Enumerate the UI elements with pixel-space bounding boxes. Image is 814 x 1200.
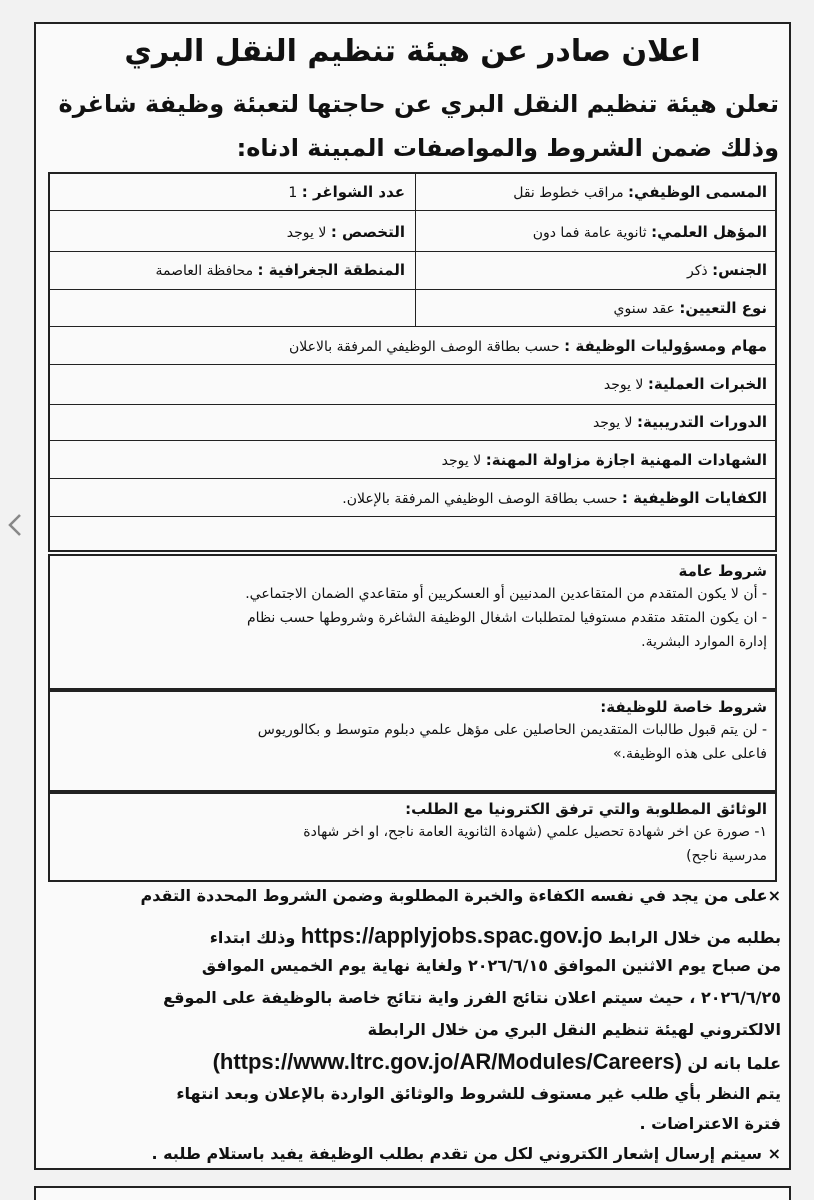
experience-row: الخبرات العملية: لا يوجد: [603, 375, 767, 393]
specialization-cell: التخصص : لا يوجد: [286, 223, 405, 241]
competencies-row: الكفايات الوظيفية : حسب بطاقة الوصف الوظيفي المرفقة بالإعلان.: [342, 489, 767, 507]
certificates-row: الشهادات المهنية اجازة مزاولة المهنة: لا يوجد: [441, 451, 767, 469]
email-notification: × سيتم إرسال إشعار الكتروني لكل من تقدم بطلب الوظيفة يفيد باستلام طلبه .: [151, 1144, 781, 1163]
special-conditions: شروط خاصة للوظيفة: - لن يتم قبول طالبات المتقديمن الحاصلين على مؤهل علمي دبلوم متوسط و بكالوريوس فاعلى على هذه الوظيفة.»: [48, 690, 777, 792]
rejection-note: يتم النظر بأي طلب غير مستوف للشروط والوثائق الواردة بالإعلان وبعد انتهاء: [176, 1084, 781, 1103]
apply-instruction: ×على من يجد في نفسه الكفاءة والخبرة المطلوبة وضمن الشروط المحددة التقدم: [140, 886, 781, 905]
announcement-subtitle: تعلن هيئة تنظيم النقل البري عن حاجتها لتعبئة وظيفة شاغرة وذلك ضمن الشروط والمواصفات المبينة ادناه:: [58, 90, 779, 162]
announcement-title: اعلان صادر عن هيئة تنظيم النقل البري: [124, 34, 701, 69]
announcement: [34, 22, 791, 1170]
qualification-row: المؤهل العلمي: ثانوية عامة فما دون: [532, 223, 767, 241]
vacancies-cell: عدد الشواغر : 1: [288, 183, 405, 201]
duties-row: مهام ومسؤوليات الوظيفة : حسب بطاقة الوصف الوظيفي المرفقة بالاعلان: [289, 337, 767, 355]
careers-link-line: علما بانه لن (https://www.ltrc.gov.jo/AR/Modules/Careers): [212, 1049, 781, 1074]
job-details-table: [48, 172, 777, 552]
apply-link[interactable]: https://applyjobs.spac.gov.jo: [300, 923, 603, 948]
gender-row: الجنس: ذكر: [687, 261, 767, 279]
end-date-line: ٢٠٢٦/٦/٢٥ ، حيث سيتم اعلان نتائج الفرز واية نتائج خاصة بالوظيفة على الموقع: [163, 988, 781, 1007]
chevron-left-icon[interactable]: [6, 512, 24, 538]
results-line: الالكتروني لهيئة تنظيم النقل البري من خلال الرابطة: [367, 1020, 781, 1039]
job-title-row: المسمى الوظيفي: مراقب خطوط نقل: [513, 183, 767, 201]
objection-period: فترة الاعتراضات .: [639, 1114, 781, 1133]
general-conditions: شروط عامة - أن لا يكون المتقدم من المتقاعدين المدنيين أو العسكريين أو متقاعدي الضمان الاجتماعي. - ان يكون المتقد متقدم مستوفيا لمتطلبات اشغال الوظيفة الشاغرة وشروطها حسب نظام إدارة الموارد البشرية.: [48, 554, 777, 690]
careers-link[interactable]: (https://www.ltrc.gov.jo/AR/Modules/Careers): [212, 1049, 682, 1074]
training-row: الدورات التدريبية: لا يوجد: [592, 413, 767, 431]
region-cell: المنطقة الجغرافية : محافظة العاصمة: [155, 261, 405, 279]
required-documents: الوثائق المطلوبة والتي ترفق الكترونيا مع الطلب: ١- صورة عن اخر شهادة تحصيل علمي (شهادة الثانوية العامة ناجح، او اخر شهادة مدرسية ناجح): [48, 792, 777, 882]
apply-link-line: بطلبه من خلال الرابط https://applyjobs.spac.gov.jo وذلك ابتداء: [209, 923, 781, 948]
appointment-type-row: نوع التعيين: عقد سنوي: [613, 299, 767, 317]
start-date-line: من صباح يوم الاثنين الموافق ٢٠٢٦/٦/١٥ ولغاية نهاية يوم الخميس الموافق: [201, 956, 781, 975]
next-announcement-edge: [34, 1186, 791, 1200]
